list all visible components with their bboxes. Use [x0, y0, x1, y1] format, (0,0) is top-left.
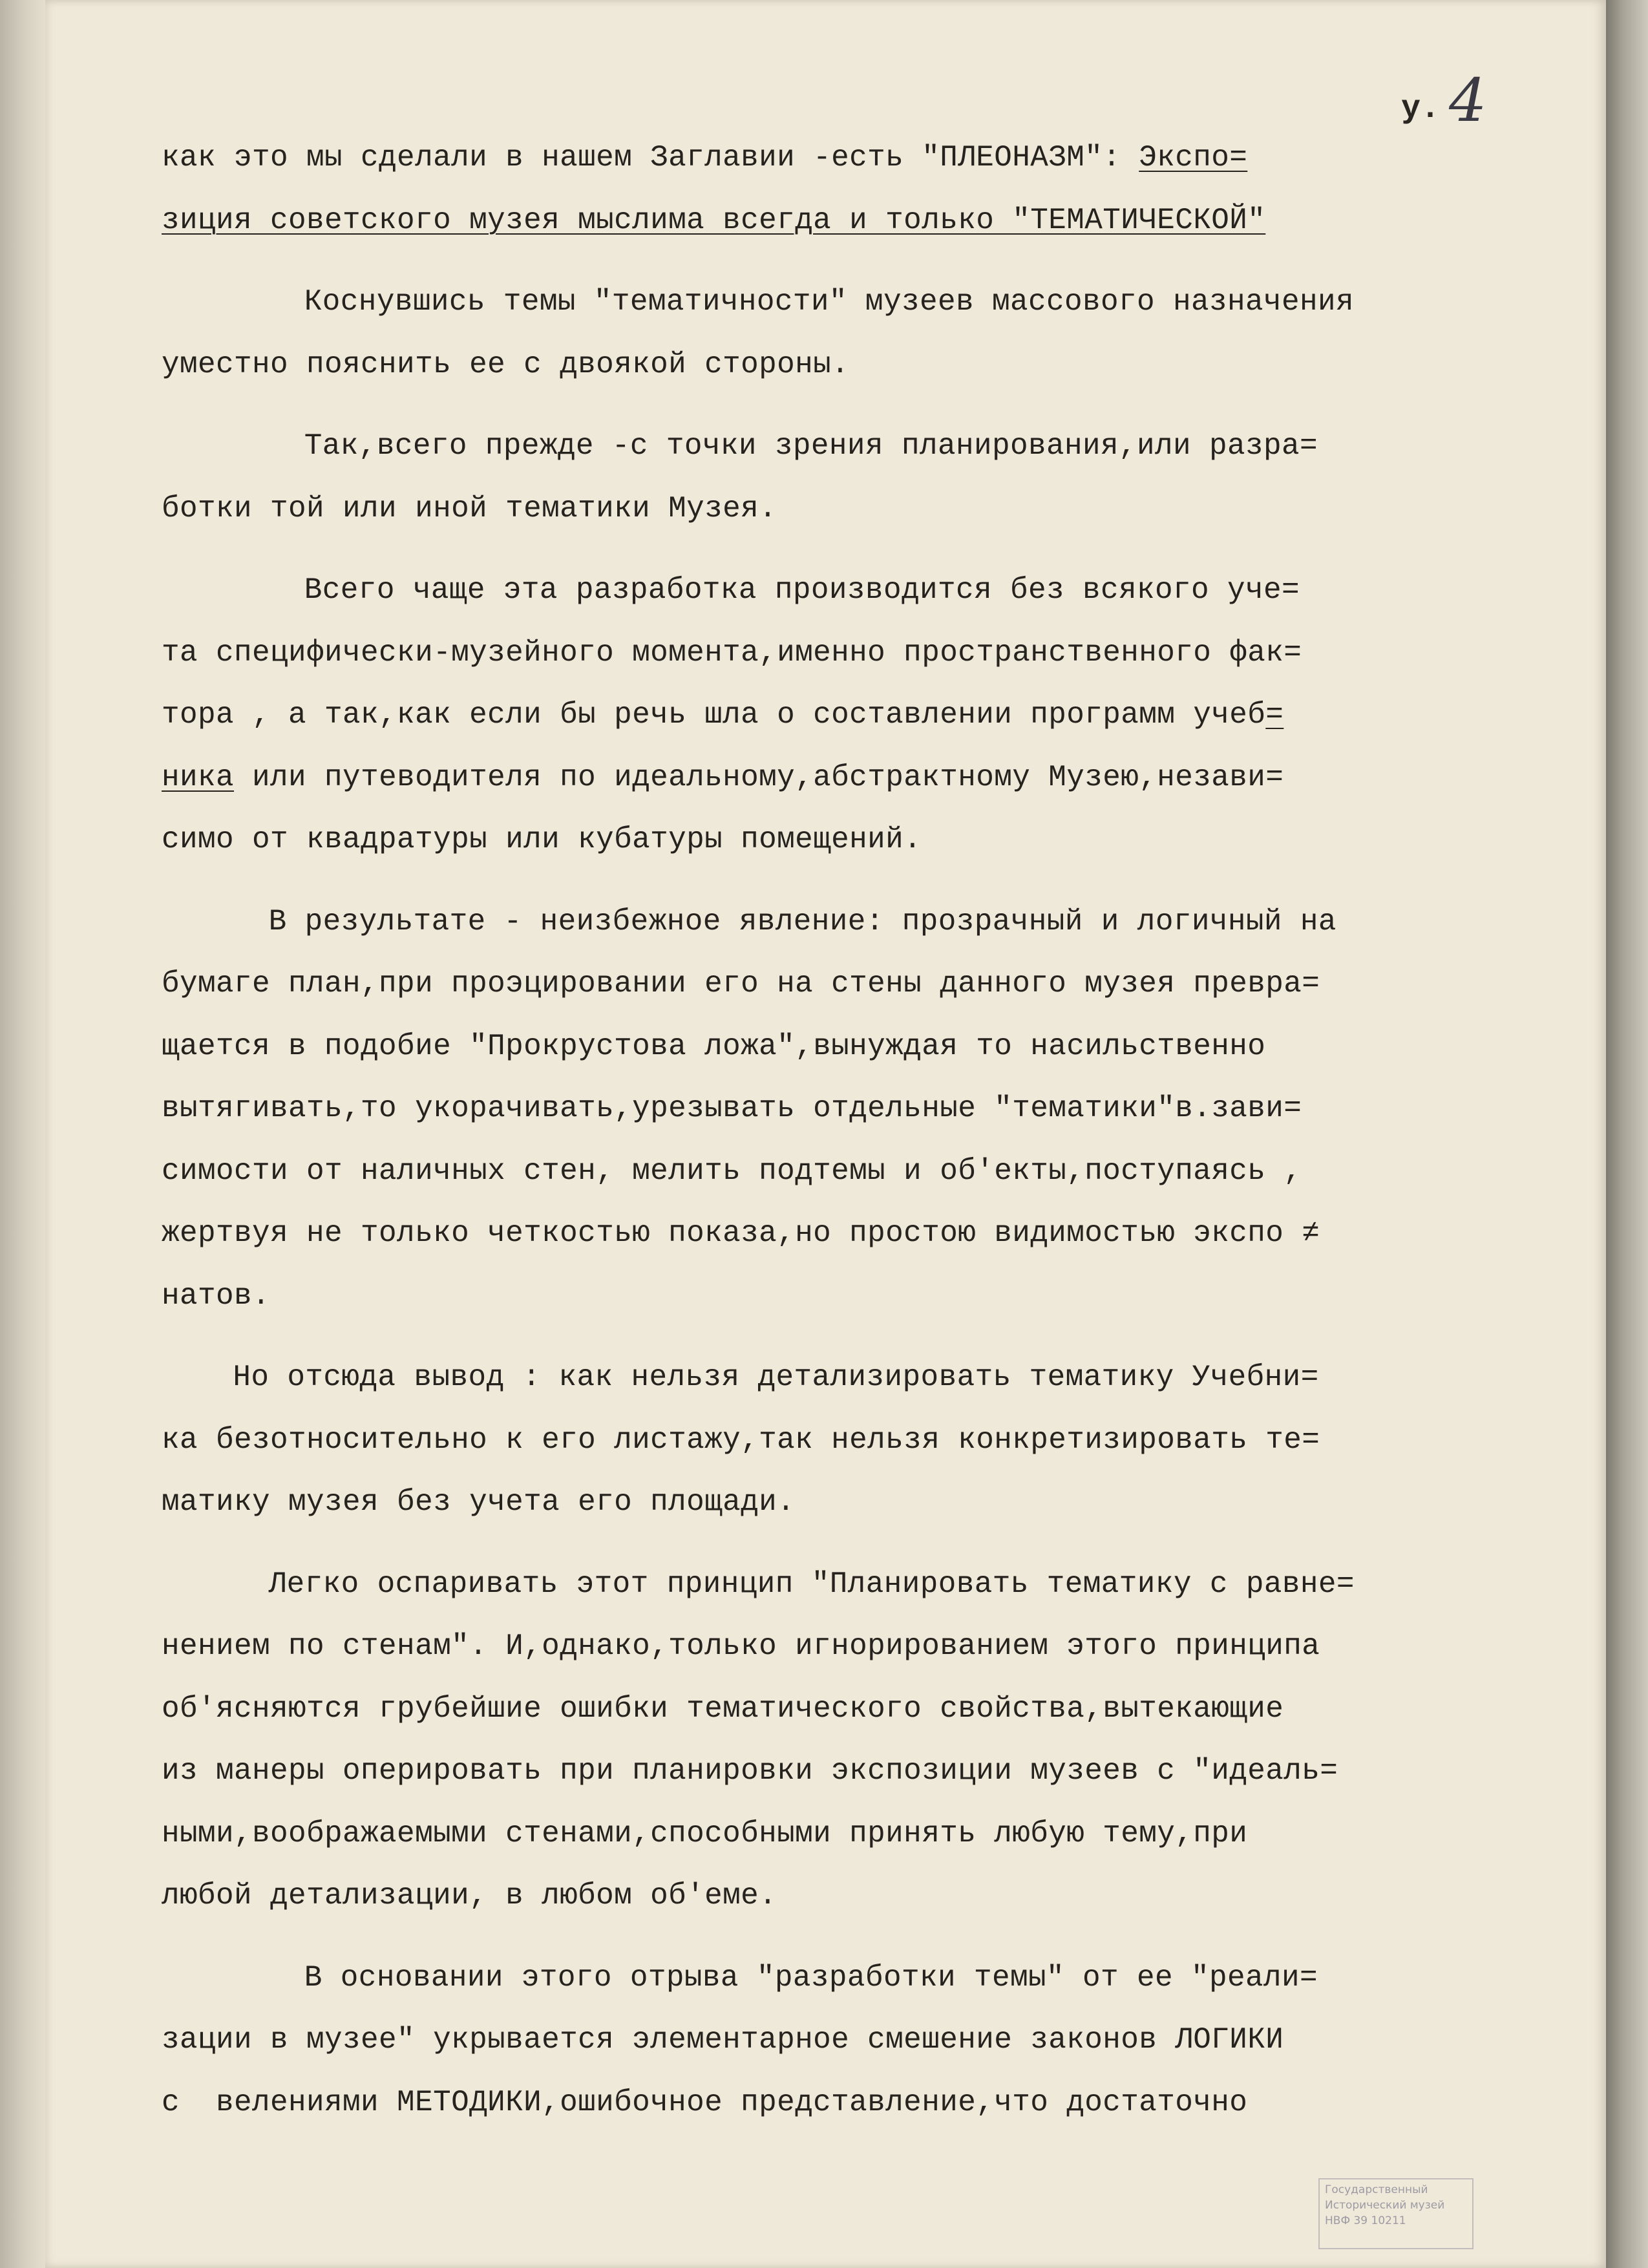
- page-number: [1401, 62, 1530, 135]
- text-line: ными,воображаемыми стенами,способными принять любую тему,при: [162, 1816, 1248, 1850]
- text-line: ботки той или иной тематики Музея.: [162, 491, 777, 525]
- text-line: Но отсюда вывод : как нельзя детализировать тематику Учебни=: [233, 1361, 1319, 1394]
- stamp-line: Исторический музей: [1325, 2199, 1445, 2212]
- text-line: как это мы сделали в нашем Заглавии -есть "ПЛЕОНАЗМ": Экспо=: [162, 141, 1248, 175]
- text-line: с велениями МЕТОДИКИ,ошибочное представление,что достаточно: [162, 2085, 1248, 2119]
- text-line: нением по стенам". И,однако,только игнорированием этого принципа: [162, 1629, 1320, 1663]
- text-line: В результате - неизбежное явление: прозрачный и логичный на: [268, 904, 1336, 938]
- paragraph: [162, 891, 1570, 1328]
- document-body: [162, 127, 1570, 2134]
- paragraph-gap: [162, 540, 1570, 559]
- text-line: уместно пояснить ее с двоякой стороны.: [162, 347, 850, 381]
- text-line: натов.: [162, 1278, 271, 1313]
- text-line: щается в подобие "Прокрустова ложа",вынуждая то насильственно: [162, 1029, 1266, 1063]
- stamp-line: НВФ 39 10211: [1325, 2214, 1406, 2227]
- text-line: вытягивать,то укорачивать,урезывать отдельные "тематики"в.зави=: [162, 1092, 1302, 1125]
- paragraph-gap: [162, 1927, 1570, 1947]
- text-line: В основании этого отрыва "разработки темы" от ее "реали=: [304, 1960, 1318, 1995]
- paragraph-gap: [162, 396, 1570, 415]
- paragraph-gap: [162, 871, 1570, 891]
- text-line: матику музея без учета его площади.: [162, 1485, 796, 1519]
- text-line: симости от наличных стен, мелить подтемы и об'екты,поступаясь ,: [162, 1154, 1302, 1188]
- text-line: Так,всего прежде -с точки зрения планирования,или разра=: [304, 429, 1318, 463]
- paragraph: [162, 127, 1570, 251]
- text-line: из манеры оперировать при планировки экспозиции музеев с "идеаль=: [162, 1754, 1338, 1788]
- page-number-handwritten: 4: [1449, 66, 1487, 135]
- text-line: симо от квадратуры или кубатуры помещений.: [162, 823, 922, 856]
- paragraph: [162, 1947, 1570, 2134]
- text-line: ка безотносительно к его листажу,так нельзя конкретизировать те=: [162, 1423, 1320, 1457]
- scan-right-edge: [1606, 0, 1648, 2268]
- paragraph: [162, 415, 1570, 540]
- paragraph: [162, 271, 1570, 396]
- paragraph-gap: [162, 1534, 1570, 1553]
- page-number-typed: у.: [1401, 90, 1441, 127]
- paragraph-gap: [162, 1327, 1570, 1346]
- paragraph: [162, 559, 1570, 871]
- archive-stamp: [1318, 2178, 1474, 2249]
- text-line: та специфически-музейного момента,именно пространственного фак=: [162, 635, 1302, 670]
- paragraph-gap: [162, 251, 1570, 271]
- scan-left-margin: [0, 0, 45, 2268]
- text-line: Всего чаще эта разработка производится без всякого уче=: [304, 573, 1300, 607]
- text-line: Легко оспаривать этот принцип "Планировать тематику с равне=: [268, 1567, 1355, 1601]
- text-line: любой детализации, в любом об'еме.: [162, 1879, 777, 1913]
- text-line: ника или путеводителя по идеальному,абстрактному Музею,незави=: [162, 760, 1284, 794]
- text-line: зации в музее" укрывается элементарное смешение законов ЛОГИКИ: [162, 2023, 1284, 2057]
- text-line: жертвуя не только четкостью показа,но простою видимостью экспо ≠: [162, 1216, 1320, 1250]
- text-line: бумаге план,при проэцировании его на стены данного музея превра=: [162, 967, 1320, 1001]
- text-line: тора , а так,как если бы речь шла о составлении программ учеб=: [162, 698, 1284, 732]
- text-line: зиция советского музея мыслима всегда и только "ТЕМАТИЧЕСКОЙ": [162, 203, 1266, 237]
- paragraph: [162, 1346, 1570, 1534]
- text-line: об'ясняются грубейшие ошибки тематического свойства,вытекающие: [162, 1691, 1284, 1726]
- text-line: Коснувшись темы "тематичности" музеев массового назначения: [304, 285, 1355, 319]
- paragraph: [162, 1553, 1570, 1927]
- stamp-line: Государственный: [1325, 2183, 1428, 2196]
